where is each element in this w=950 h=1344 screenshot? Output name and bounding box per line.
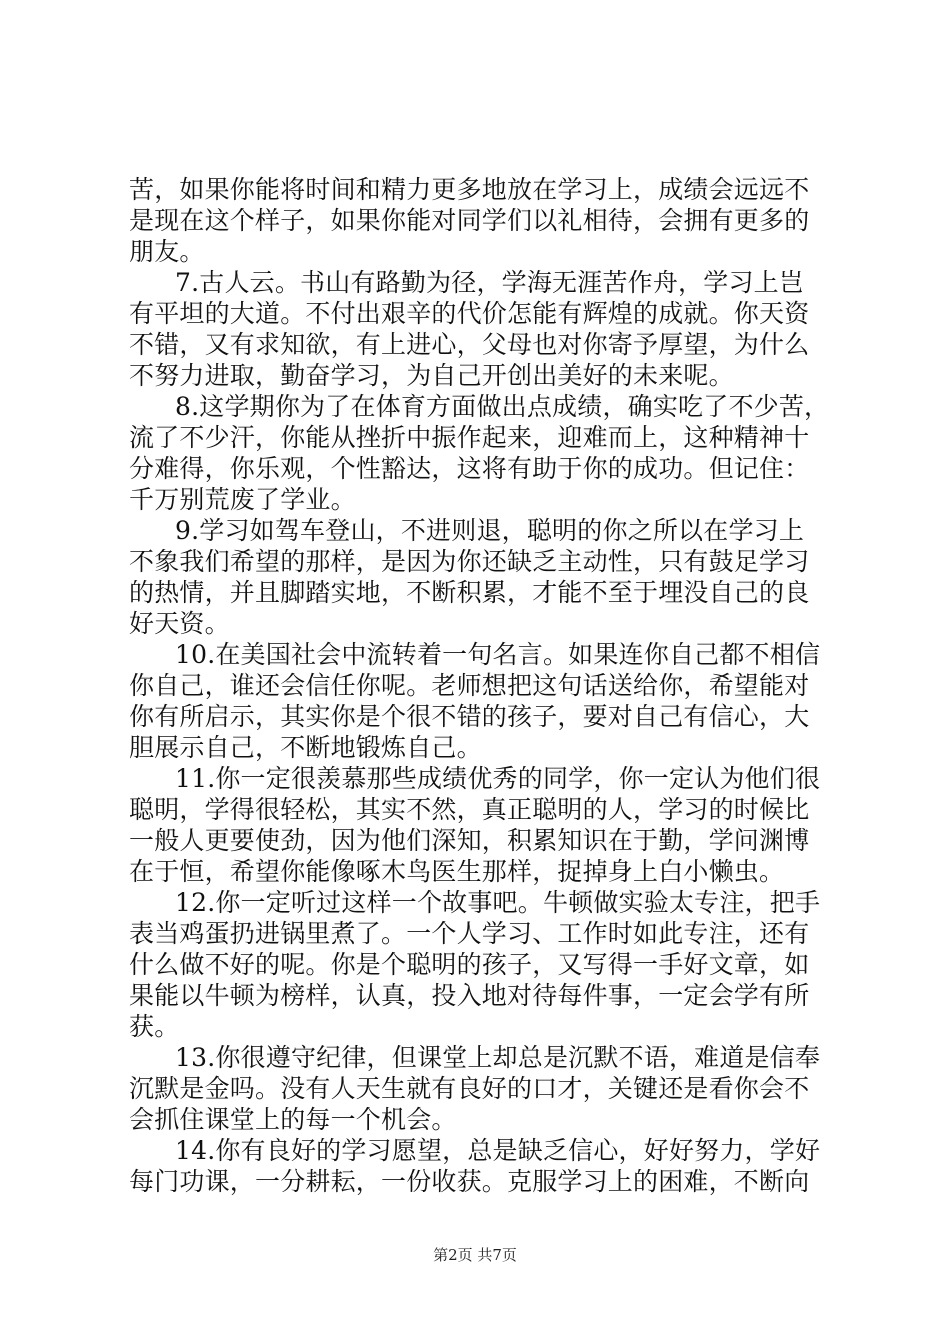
text-line: 苦，如果你能将时间和精力更多地放在学习上，成绩会远远不 <box>129 175 810 204</box>
text-line: 不错，又有求知欲，有上进心，父母也对你寄予厚望，为什么 <box>129 330 810 359</box>
text-line: 朋友。 <box>129 237 205 266</box>
text-line: 在于恒，希望你能像啄木鸟医生那样，捉掉身上白小懒虫。 <box>129 857 785 886</box>
text-line: 好天资。 <box>129 609 230 638</box>
text-line: 是现在这个样子，如果你能对同学们以礼相待，会拥有更多的 <box>129 206 810 235</box>
text-line: 流了不少汗，你能从挫折中振作起来，迎难而上，这种精神十 <box>129 423 810 452</box>
paragraph-7-start: 7.古人云。书山有路勤为径，学海无涯苦作舟，学习上岂 <box>175 268 805 297</box>
paragraph-8-start: 8.这学期你为了在体育方面做出点成绩，确实吃了不少苦， <box>175 392 830 421</box>
text-line: 什么做不好的呢。你是个聪明的孩子，又写得一手好文章，如 <box>129 950 810 979</box>
text-line: 的热情，并且脚踏实地，不断积累，才能不至于埋没自己的良 <box>129 578 810 607</box>
page-number: 第2页 共7页 <box>433 1246 517 1264</box>
text-line: 聪明，学得很轻松，其实不然，真正聪明的人，学习的时候比 <box>129 795 810 824</box>
text-line: 你有所启示，其实你是个很不错的孩子，要对自己有信心，大 <box>129 702 810 731</box>
paragraph-14-start: 14.你有良好的学习愿望，总是缺乏信心，好好努力，学好 <box>175 1136 821 1165</box>
text-line: 果能以牛顿为榜样，认真，投入地对待每件事，一定会学有所 <box>129 981 810 1010</box>
text-line: 表当鸡蛋扔进锅里煮了。一个人学习、工作时如此专注，还有 <box>129 919 810 948</box>
paragraph-12-start: 12.你一定听过这样一个故事吧。牛顿做实验太专注，把手 <box>175 888 821 917</box>
paragraph-13-start: 13.你很遵守纪律，但课堂上却总是沉默不语，难道是信奉 <box>175 1043 821 1072</box>
text-line: 每门功课，一分耕耘，一份收获。克服学习上的困难，不断向 <box>129 1167 810 1196</box>
text-line: 不象我们希望的那样，是因为你还缺乏主动性，只有鼓足学习 <box>129 547 810 576</box>
text-line: 获。 <box>129 1012 180 1041</box>
paragraph-10-start: 10.在美国社会中流转着一句名言。如果连你自己都不相信 <box>175 640 821 669</box>
text-line: 不努力进取，勤奋学习，为自己开创出美好的未来呢。 <box>129 361 734 390</box>
text-line: 胆展示自己，不断地锻炼自己。 <box>129 733 482 762</box>
document-body <box>129 174 829 1197</box>
text-line: 千万别荒废了学业。 <box>129 485 356 514</box>
paragraph-9-start: 9.学习如驾车登山，不进则退，聪明的你之所以在学习上 <box>175 516 805 545</box>
text-line: 会抓住课堂上的每一个机会。 <box>129 1105 457 1134</box>
paragraph-11-start: 11.你一定很羡慕那些成绩优秀的同学，你一定认为他们很 <box>175 764 821 793</box>
text-line: 有平坦的大道。不付出艰辛的代价怎能有辉煌的成就。你天资 <box>129 299 810 328</box>
text-line: 你自己，谁还会信任你呢。老师想把这句话送给你，希望能对 <box>129 671 810 700</box>
text-line: 一般人更要使劲，因为他们深知，积累知识在于勤，学问渊博 <box>129 826 810 855</box>
text-line: 沉默是金吗。没有人天生就有良好的口才，关键还是看你会不 <box>129 1074 810 1103</box>
text-line: 分难得，你乐观，个性豁达，这将有助于你的成功。但记住： <box>129 454 810 483</box>
